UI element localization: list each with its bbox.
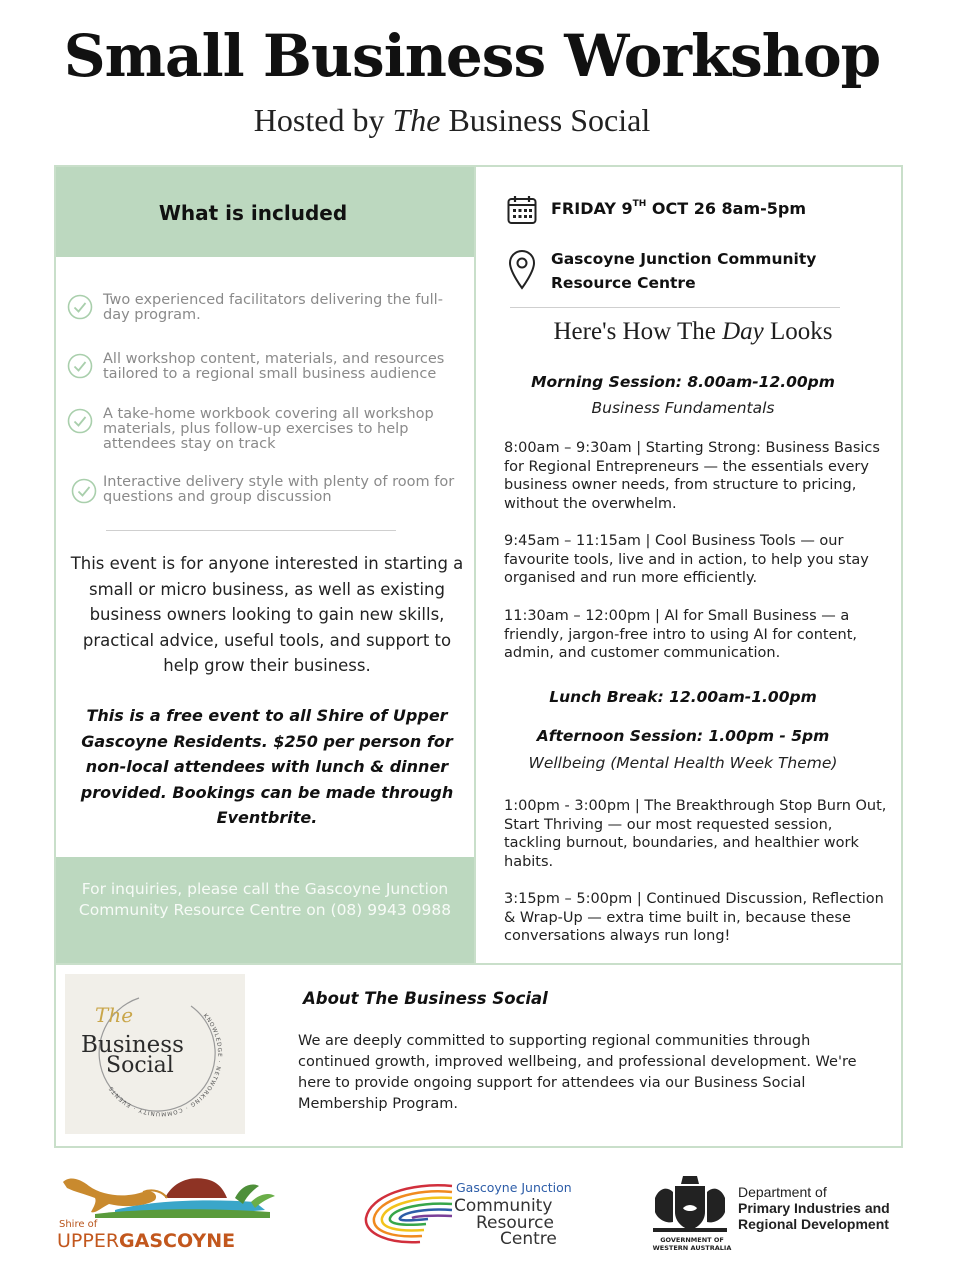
date-superscript: TH (632, 198, 647, 209)
logo-social: Social (106, 1053, 174, 1078)
included-item-text: Two experienced facilitators delivering the full-day program. (103, 292, 443, 323)
schedule-heading-suffix: Looks (763, 318, 833, 345)
crc-line-2: Community (454, 1196, 553, 1216)
schedule-heading (476, 318, 910, 346)
check-circle-icon (66, 352, 94, 380)
subtitle-italic: The (392, 102, 441, 138)
dpird-text (738, 1184, 918, 1232)
morning-session-title: Morning Session: 8.00am-12.00pm (531, 373, 835, 391)
page-subtitle (0, 102, 904, 139)
business-social-logo (65, 974, 245, 1134)
inquiries-text: For inquiries, please call the Gascoyne Junction Community Resource Centre on (08) 9943 0988 (78, 880, 452, 919)
schedule-heading-prefix: Here's How The (553, 318, 723, 345)
dpird-logo (645, 1172, 915, 1258)
dpird-line-2 (738, 1200, 918, 1216)
crc-line-3: Resource (476, 1213, 554, 1233)
dpird-line-2-bold: Primary Industries and (738, 1200, 890, 1216)
schedule-slot: 1:00pm - 3:00pm | The Breakthrough Stop Burn Out, Start Thriving — our most requested session, tackling burnout, boundaries, and healthier work habits. (504, 798, 887, 871)
date-prefix: FRIDAY 9 (551, 199, 633, 218)
wa-crest-icon (645, 1172, 735, 1244)
shire-name (57, 1230, 235, 1252)
check-circle-icon (66, 407, 94, 435)
logo-business: Business (81, 1032, 184, 1058)
schedule-slot: 11:30am – 12:00pm | AI for Small Business — a friendly, jargon-free intro to using AI for content, admin, and customer communication. (504, 608, 857, 662)
schedule-slot: 9:45am – 11:15am | Cool Business Tools — our favourite tools, live and in action, to help you stay organised and run more efficiently. (504, 533, 869, 587)
check-circle-icon (66, 293, 94, 321)
afternoon-session-title: Afternoon Session: 1.00pm - 5pm (536, 727, 830, 745)
event-date (551, 199, 806, 218)
schedule-slot: 8:00am – 9:30am | Starting Strong: Business Basics for Regional Entrepreneurs — the essentials every business owner needs, from structure to pricing, without the overwhelm. (504, 440, 880, 513)
logo-the: The (95, 1003, 134, 1027)
crc-line-1: Gascoyne Junction (456, 1180, 572, 1195)
shire-upper: UPPER (57, 1230, 120, 1252)
calendar-icon (506, 194, 538, 226)
event-venue: Gascoyne Junction Community Resource Centre (551, 250, 817, 292)
shire-gascoyne: GASCOYNE (119, 1230, 236, 1252)
shire-of-text: Shire of (59, 1219, 98, 1230)
check-circle-icon (70, 477, 98, 505)
dpird-line-3 (738, 1216, 918, 1232)
inquiries-box (56, 857, 474, 963)
crc-line-4: Centre (500, 1229, 557, 1249)
about-heading: About The Business Social (303, 989, 548, 1008)
dpird-line-3-bold: Regional Development (738, 1216, 889, 1232)
schedule-heading-italic: Day (722, 318, 764, 345)
afternoon-session-theme: Wellbeing (Mental Health Week Theme) (528, 754, 838, 772)
subtitle-prefix: Hosted by (253, 102, 393, 138)
included-header (56, 167, 474, 257)
included-item-text: All workshop content, materials, and resources tailored to a regional small business audience (103, 351, 445, 382)
dpird-line-1: Department of (738, 1184, 827, 1200)
right-divider (510, 307, 840, 308)
crc-swoosh-graphic (360, 1178, 460, 1250)
left-divider (106, 530, 396, 531)
schedule-slot: 3:15pm – 5:00pm | Continued Discussion, Reflection & Wrap-Up — extra time built in, because these conversations always run long! (504, 891, 884, 945)
event-description: This event is for anyone interested in starting a small or micro business, as well as existing business owners looking to gain new skills, practical advice, useful tools, and support to help grow their business. (70, 554, 464, 675)
section-divider (54, 963, 903, 965)
free-event-notice: This is a free event to all Shire of Upper Gascoyne Residents. $250 per person for non-local attendees with lunch & dinner provided. Bookings can be made through Eventbrite. (80, 706, 454, 827)
shire-upper-gascoyne-logo (55, 1168, 280, 1252)
date-suffix: OCT 26 8am-5pm (646, 199, 807, 218)
included-item-text: Interactive delivery style with plenty of room for questions and group discussion (103, 474, 455, 505)
about-body: We are deeply committed to supporting regional communities through continued growth, improved wellbeing, and professional development. We're here to provide ongoing support for attendees via our Business Social Membership Program. (298, 1033, 857, 1112)
gov-wa-text: GOVERNMENT OF WESTERN AUSTRALIA (652, 1236, 732, 1252)
subtitle-suffix: Business Social (440, 102, 651, 138)
column-divider (474, 165, 476, 965)
lunch-break: Lunch Break: 12.00am-1.00pm (549, 688, 817, 706)
business-social-logo-graphic (65, 974, 245, 1134)
included-heading: What is included (158, 201, 348, 225)
morning-session-theme: Business Fundamentals (591, 399, 775, 417)
page-title: Small Business Workshop (63, 22, 881, 90)
gascoyne-junction-crc-logo (360, 1178, 575, 1250)
included-item-text: A take-home workbook covering all workshop materials, plus follow-up exercises to help attendees stay on track (103, 406, 434, 452)
logo-ring-text: KNOWLEDGE · NETWORKING · COMMUNITY · EVENTS (107, 1012, 223, 1117)
location-pin-icon (508, 249, 536, 291)
